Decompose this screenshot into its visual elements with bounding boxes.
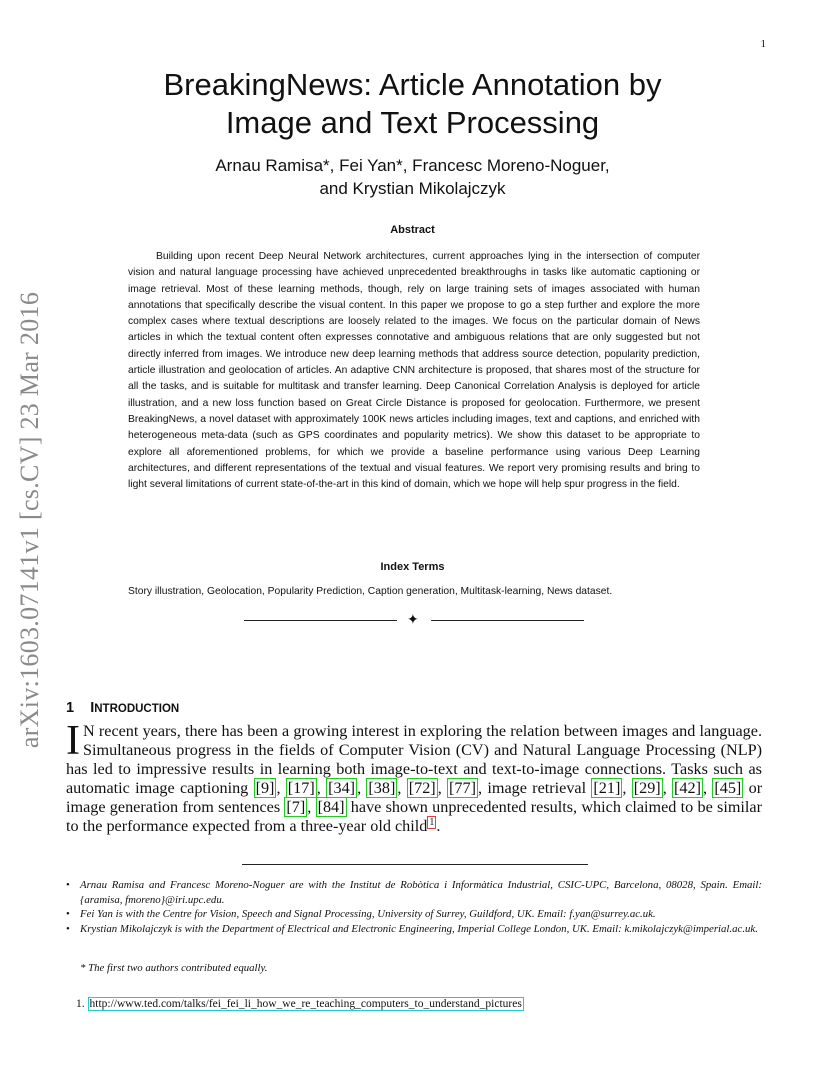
footnote-marker-link[interactable]: 1: [429, 816, 435, 828]
citation-link[interactable]: [34]: [328, 779, 356, 797]
footnote: [76, 998, 524, 1010]
introduction-paragraph: [66, 718, 763, 836]
abstract-heading: Abstract: [390, 224, 435, 236]
section-heading-introduction: [66, 700, 179, 716]
affiliation-item: [66, 878, 762, 907]
affiliation-text: Fei Yan is with the Centre for Vision, Speech and Signal Processing, University of Surrey, Guildford, UK. Email: f.yan@surrey.ac.uk.: [80, 908, 656, 920]
arxiv-stamp: [10, 282, 50, 758]
separator: ,: [357, 779, 367, 797]
divider-line-left: [244, 620, 397, 621]
authors: [100, 154, 725, 200]
intro-text: or image generation from sentences: [66, 779, 763, 816]
affiliation-list: [66, 878, 762, 936]
separator: ,: [397, 779, 407, 797]
section-divider: [244, 612, 584, 628]
authors-line-1: Arnau Ramisa*, Fei Yan*, Francesc Moreno-Noguer,: [215, 156, 610, 175]
separator: ,: [276, 779, 286, 797]
citation-link[interactable]: [42]: [674, 779, 701, 797]
divider-line-right: [431, 620, 584, 621]
equal-contribution-note: * The first two authors contributed equally.: [80, 962, 268, 974]
citation-link[interactable]: [38]: [368, 779, 396, 797]
authors-line-2: and Krystian Mikolajczyk: [319, 179, 506, 198]
footnote-number: 1.: [76, 998, 85, 1010]
separator: ,: [662, 779, 673, 797]
affiliation-text: Krystian Mikolajczyk is with the Department of Electrical and Electronic Engineering, Imperial College London, UK. Email: k.mikolajczyk@imperial.ac.uk.: [80, 922, 758, 935]
affiliation-text: Arnau Ramisa and Francesc Moreno-Noguer are with the Institut de Robòtica i Informàtica Industrial, CSIC-UPC, Barcelona, 08028, Spain. Email: {aramisa, fmoreno}@iri.upc.edu.: [80, 879, 762, 906]
separator: ,: [437, 779, 448, 797]
affiliation-item: [66, 907, 762, 922]
intro-text: N recent years, there has been a growing interest in exploring the relation between images and language. Simultaneous progress in the fields of Computer Vision (CV) and Natural Language Processing (NLP) has led to impressive results in learning both image-to-text and text-to-image connections. Tasks such as automatic image captioning: [66, 722, 762, 797]
bullet: •: [66, 879, 70, 891]
section-title-initial: I: [90, 700, 95, 716]
title-line-1: BreakingNews: Article Annotation by: [163, 67, 662, 102]
index-terms-text: Story illustration, Geolocation, Popularity Prediction, Caption generation, Multitask-learning, News dataset.: [128, 586, 613, 597]
arxiv-stamp-text: arXiv:1603.07141v1 [cs.CV] 23 Mar 2016: [15, 291, 44, 749]
drop-cap: I: [66, 718, 80, 764]
intro-text: , image retrieval: [478, 779, 592, 797]
separator: ,: [703, 779, 713, 797]
footnote-rule: [242, 864, 588, 865]
section-number: 1: [66, 700, 75, 716]
citation-link[interactable]: [72]: [408, 779, 436, 797]
divider-ornament: ✦: [407, 612, 419, 628]
separator: ,: [622, 779, 632, 797]
citation-link[interactable]: [17]: [287, 779, 315, 797]
citation-link[interactable]: [45]: [714, 779, 742, 797]
citation-link[interactable]: [7]: [286, 798, 306, 816]
bullet: •: [66, 922, 70, 935]
separator: ,: [307, 798, 316, 816]
citation-link[interactable]: [29]: [633, 779, 661, 797]
footnote-url-link[interactable]: http://www.ted.com/talks/fei_fei_li_how_we_re_teaching_computers_to_understand_pictures: [89, 998, 522, 1010]
citation-link[interactable]: [9]: [255, 779, 275, 797]
paper-title: [100, 66, 725, 142]
abstract-text: Building upon recent Deep Neural Network architectures, current approaches lying in the intersection of computer vision and natural language processing have achieved unprecedented breakthroughs in tasks like automatic captioning or image retrieval. Most of these learning methods, though, rely on large training sets of images associated with human annotations that specifically describe the visual content. In this paper we propose to go a step further and explore the more complex cases where textual descriptions are loosely related to the images. We focus on the particular domain of News articles in which the textual content often expresses connotative and ambiguous relations that are only suggested but not directly inferred from images. We introduce new deep learning methods that address source detection, popularity prediction, article illustration and geolocation of articles. An adaptive CNN architecture is proposed, that shares most of the structure for all the tasks, and is suitable for multitask and transfer learning. Deep Canonical Correlation Analysis is deployed for article illustration, and a new loss function based on Great Circle Distance is proposed for geolocation. Furthermore, we present BreakingNews, a novel dataset with approximately 100K news articles including images, text and captions, and enriched with heterogeneous meta-data (such as GPS coordinates and popularity metrics). We show this dataset to be appropriate to explore all aforementioned problems, for which we provide a baseline performance using various Deep Learning architectures, and different representations of the textual and visual features. We report very promising results and bring to light several limitations of current state-of-the-art in this kind of domain, which we hope will help spur progress in the field.: [128, 251, 700, 491]
intro-text: have shown unprecedented results, which claimed to be similar to the performance expected from a three-year old child: [66, 798, 763, 835]
separator: ,: [316, 779, 327, 797]
citation-link[interactable]: [84]: [317, 798, 345, 816]
citation-link[interactable]: [77]: [449, 779, 477, 797]
index-terms-heading: Index Terms: [380, 561, 445, 573]
affiliation-item: [66, 922, 762, 937]
title-line-2: Image and Text Processing: [225, 105, 600, 140]
intro-text: .: [436, 817, 441, 835]
citation-link[interactable]: [21]: [593, 779, 621, 797]
page-number: 1: [760, 38, 766, 50]
bullet: •: [66, 908, 70, 920]
section-title-rest: NTRODUCTION: [94, 703, 180, 715]
